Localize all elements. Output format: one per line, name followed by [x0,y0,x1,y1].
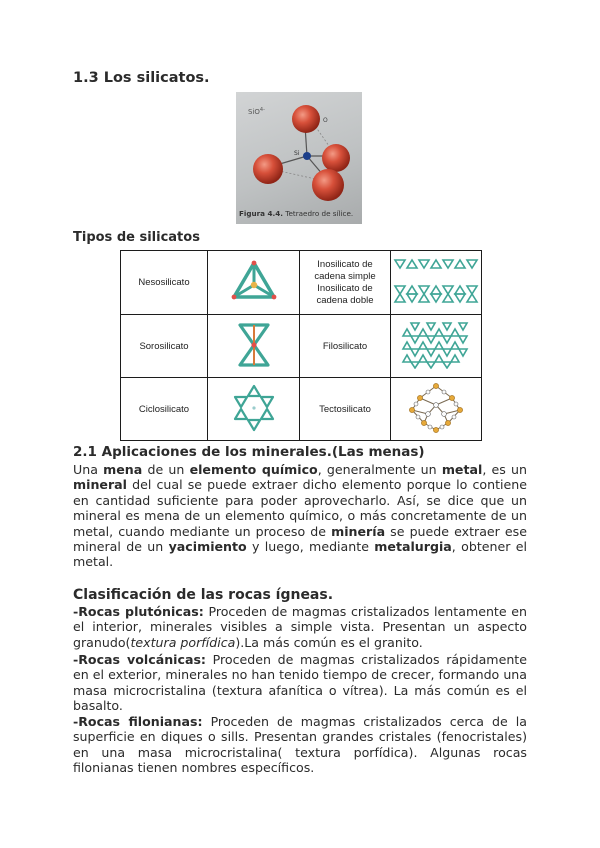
inosilicate-structure [391,251,482,315]
cyclosilicate-structure [208,378,300,441]
cell-sorosilicato: Sorosilicato [121,315,208,378]
oxygen-atom [253,154,283,184]
cell-inosilicato [300,251,391,315]
tectosilicate-structure [391,378,482,441]
dike-rocks-paragraph: -Rocas filonianas: Proceden de magmas cristalizados cerca de la superficie en diques o sills. Presentan grandes cristales (fenocristales) en una masa microcristalina( textura porfídica). Algunas rocas filonianas tienen nombres específicos. [73,714,527,776]
sorosilicate-structure [208,315,300,378]
volcanic-rocks-paragraph: -Rocas volcánicas: Proceden de magmas cristalizados rápidamente en el exterior, minerales no han tenido tiempo de crecer, formando una masa microcristalina (textura afanítica o vítrea). La más común es el basalto. [73,652,527,714]
cell-tectosilicato: Tectosilicato [300,378,391,441]
oxygen-atom [312,169,344,201]
oxygen-atom [322,144,350,172]
inosilicato-doble-label: Inosilicato de cadena doble [316,282,374,306]
cell-nesosilicato: Nesosilicato [121,251,208,315]
double-tetrahedron-icon [236,321,272,369]
applications-heading: 2.1 Aplicaciones de los minerales.(Las menas) [73,444,425,460]
cell-ciclosilicato: Ciclosilicato [121,378,208,441]
igneous-rocks-heading: Clasificación de las rocas ígneas. [73,587,334,603]
plutonic-rocks-paragraph: -Rocas plutónicas: Proceden de magmas cristalizados lentamente en el interior, minerales visibles a simple vista. Presentan un aspecto granudo(textura porfídica).La más común es el granito. [73,604,527,650]
tetrahedron-icon [229,259,279,303]
silicate-types-table [120,250,482,441]
framework-icon [406,383,466,433]
figure-top-label: SiO$^{4-}$ [248,107,265,116]
section-title: 1.3 Los silicatos. [73,70,210,86]
oxygen-label: O [323,117,328,124]
silicon-atom [303,152,311,160]
ring-icon [230,384,278,432]
types-heading: Tipos de silicatos [73,230,200,245]
chain-icon [393,255,479,307]
sheet-icon [401,321,471,369]
figure-caption: Figura 4.4. Tetraedro de sílice. [239,209,354,218]
silicon-label: Si [294,150,300,157]
silica-tetrahedron-photo [236,92,362,224]
oxygen-atom [292,105,320,133]
phyllosilicate-structure [391,315,482,378]
nesosilicate-structure [208,251,300,315]
applications-paragraph: Una mena de un elemento químico, generalmente un metal, es un mineral del cual se puede extraer dicho elemento porque lo contiene en cantidad suficiente para poder aprovecharlo. Así, se dice que un mineral es mena de un elemento químico, o más concretamente de un metal, cuando mediante un proceso de minería se puede extraer ese mineral de un yacimiento y luego, mediante metalurgia, obtener el metal. [73,462,527,570]
inosilicato-simple-label: Inosilicato de cadena simple [314,258,376,282]
cell-filosilicato: Filosilicato [300,315,391,378]
